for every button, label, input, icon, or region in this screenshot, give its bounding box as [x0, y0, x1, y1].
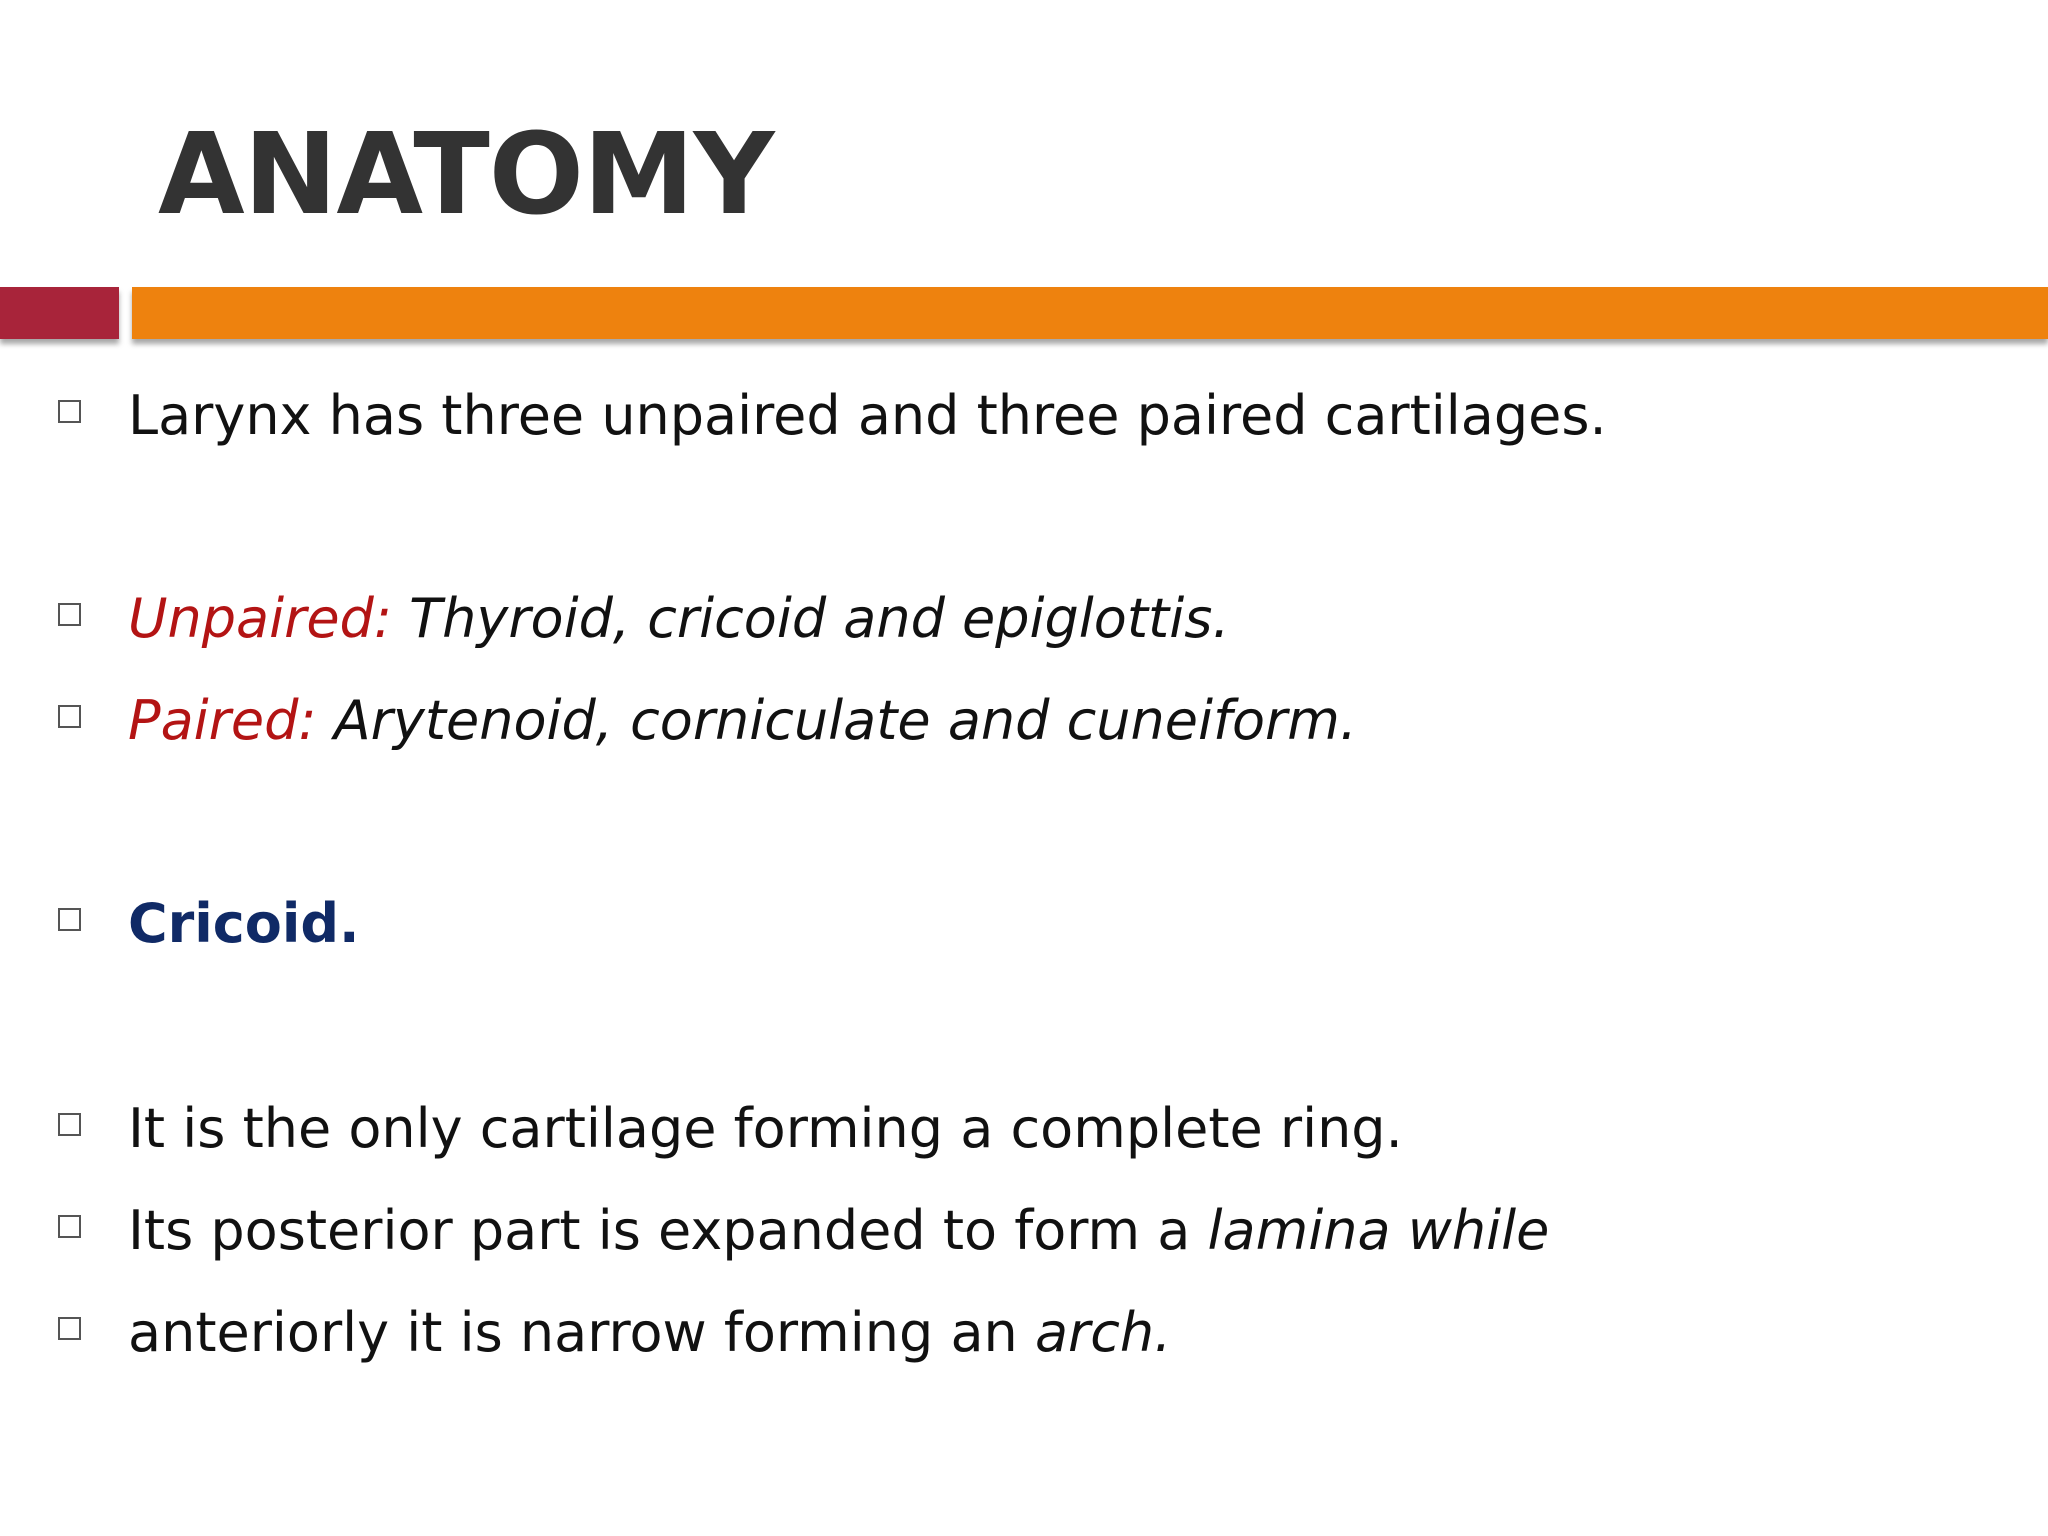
slide-title: ANATOMY: [158, 110, 774, 240]
square-bullet-icon: [58, 1113, 81, 1136]
bullet-body: Thyroid, cricoid and epiglottis.: [392, 587, 1230, 650]
list-item: [0, 384, 2048, 472]
bullet-emphasis: lamina while: [1207, 1199, 1550, 1262]
bullet-text: It is the only cartilage forming a complete ring.: [128, 1097, 1403, 1160]
square-bullet-icon: [58, 400, 81, 423]
bullet-text: [128, 683, 1357, 759]
list-item: [0, 1199, 2048, 1287]
bullet-text: Larynx has three unpaired and three paired cartilages.: [128, 384, 1607, 447]
square-bullet-icon: [58, 1215, 81, 1238]
square-bullet-icon: [58, 1317, 81, 1340]
bullet-label: Paired:: [128, 689, 317, 752]
square-bullet-icon: [58, 705, 81, 728]
bullet-emphasis: arch.: [1034, 1301, 1172, 1364]
list-item: [0, 587, 2048, 675]
list-item: [0, 1097, 2048, 1185]
bullet-text: [128, 581, 1230, 657]
list-item: [0, 689, 2048, 777]
list-item: [0, 892, 2048, 980]
list-item: [0, 1301, 2048, 1389]
bullet-text: [128, 1295, 1171, 1371]
bullet-heading: Cricoid.: [128, 892, 360, 955]
bullet-text: [128, 1193, 1549, 1269]
square-bullet-icon: [58, 908, 81, 931]
bullet-body: Arytenoid, corniculate and cuneiform.: [316, 689, 1357, 752]
bullet-label: Unpaired:: [128, 587, 393, 650]
square-bullet-icon: [58, 603, 81, 626]
bullet-body: anteriorly it is narrow forming an: [128, 1301, 1035, 1364]
bullet-body: Its posterior part is expanded to form a: [128, 1199, 1208, 1262]
